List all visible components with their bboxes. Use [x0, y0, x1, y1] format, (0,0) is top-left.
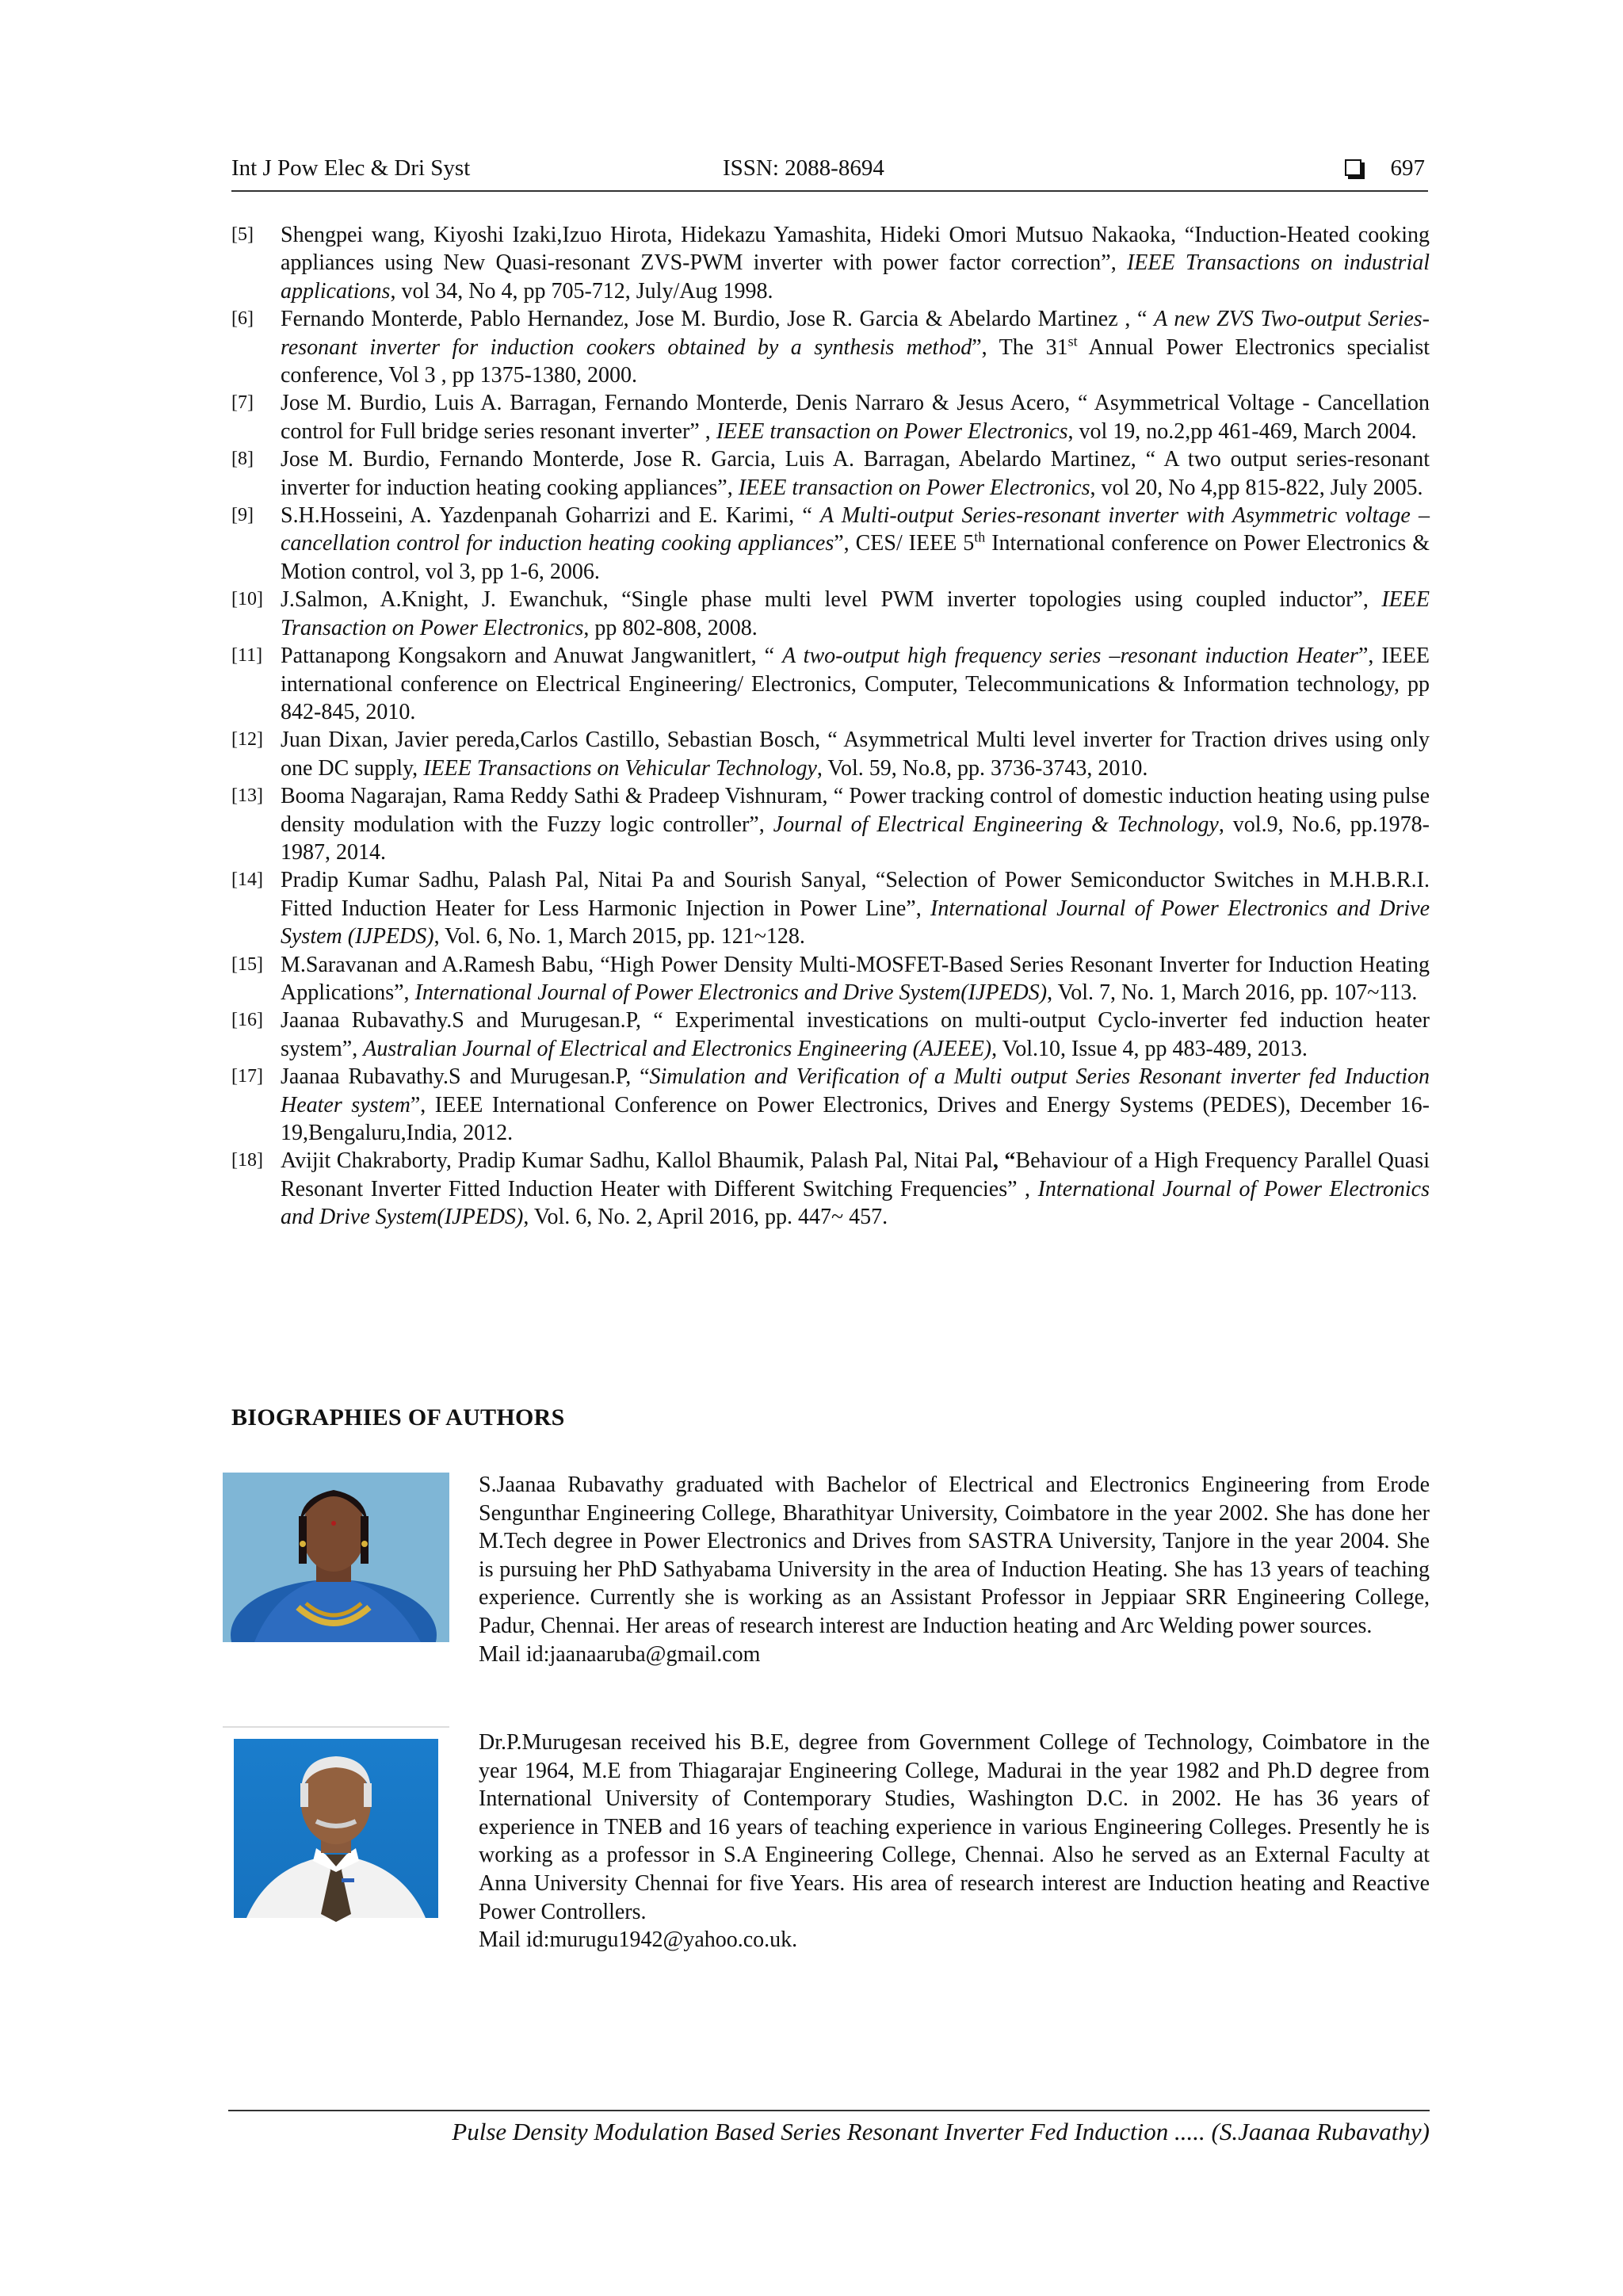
- reference-text: , vol 19, no.2,pp 461-469, March 2004.: [1067, 418, 1417, 444]
- reference-text: Avijit Chakraborty, Pradip Kumar Sadhu, Kallol Bhaumik, Palash Pal, Nitai Pal: [281, 1148, 993, 1174]
- page-footer: [228, 2110, 1430, 2146]
- author-2-mail: Mail id:murugu1942@yahoo.co.uk.: [479, 1927, 798, 1953]
- reference-text: Jaanaa Rubavathy.S and Murugesan.P, “: [281, 1064, 650, 1090]
- reference-number: [8]: [231, 449, 254, 470]
- reference-text: Booma Nagarajan, Rama Reddy Sathi & Pradeep Vishnuram, “ Power tracking control of domestic induction heating using pulse density modulation with the Fuzzy logic controller”,: [281, 784, 1430, 837]
- reference-number: [10]: [231, 589, 263, 610]
- reference-text: M.Saravanan and A.Ramesh Babu, “High Power Density Multi-MOSFET-Based Series Resonant Inverter for Induction Heating Applications”,: [281, 952, 1430, 1005]
- biographies-heading: BIOGRAPHIES OF AUTHORS: [231, 1404, 565, 1431]
- reference-text: Jaanaa Rubavathy.S and Murugesan.P, “ Experimental investications on multi-output Cyclo-inverter fed induction heater system”,: [281, 1008, 1430, 1061]
- reference-number: [15]: [231, 953, 263, 975]
- reference-text: ”, IEEE international conference on Electrical Engineering/ Electronics, Computer, Telecommunications & Information technology, pp 842-845, 2010.: [281, 644, 1430, 724]
- reference-item: [231, 782, 1430, 866]
- reference-item: [231, 726, 1430, 782]
- reference-text: Pradip Kumar Sadhu, Palash Pal, Nitai Pa and Sourish Sanyal, “Selection of Power Semiconductor Switches in M.H.B.R.I. Fitted Induction Heater for Less Harmonic Injection in Power Line”,: [281, 868, 1430, 921]
- reference-item: [231, 389, 1430, 445]
- journal-name: Int J Pow Elec & Dri Syst: [231, 155, 471, 181]
- reference-number: [5]: [231, 224, 254, 245]
- reference-item: [231, 951, 1430, 1007]
- reference-text: Jose M. Burdio, Fernando Monterde, Jose R. Garcia, Luis A. Barragan, Abelardo Martinez, “ A two output series-resonant inverter for induction heating cooking appliances”,: [281, 447, 1430, 500]
- reference-text: IEEE transaction on Power Electronics: [738, 475, 1090, 500]
- reference-item: [231, 1063, 1430, 1147]
- reference-number: [16]: [231, 1010, 263, 1031]
- reference-text: , “: [992, 1148, 1016, 1174]
- reference-item: [231, 502, 1430, 586]
- reference-text: A two-output high frequency series –resonant induction Heater: [782, 644, 1358, 669]
- reference-text: th: [974, 529, 986, 546]
- reference-text: Fernando Monterde, Pablo Hernandez, Jose M. Burdio, Jose R. Garcia & Abelardo Martinez , “: [281, 307, 1155, 332]
- reference-text: , Vol. 6, No. 1, March 2015, pp. 121~128.: [433, 924, 805, 949]
- reference-number: [11]: [231, 645, 263, 667]
- box-icon: [1345, 159, 1361, 176]
- reference-text: , Vol. 59, No.8, pp. 3736-3743, 2010.: [816, 755, 1148, 781]
- author-bio-2-text: Dr.P.Murugesan received his B.E, degree from Government College of Technology, Coimbatore in the year 1964, M.E from Thiagarajar Engineering College, Madurai in the year 1982 and Ph.D degree from International University of Contemporary Studies, Washington D.C. in 2002. He has 36 years of experience in TNEB and 16 years of teaching experience in various Engineering Colleges. Presently he is working as a professor in S.A Engineering College, Chennai. Also he served as an External Faculty at Anna University Chennai for five Years. His area of research interest are Induction heating and Reactive Power Controllers.: [479, 1730, 1430, 1924]
- reference-text: S.H.Hosseini, A. Yazdenpanah Goharrizi and E. Karimi, “: [281, 503, 820, 529]
- reference-text: IEEE Transactions on Vehicular Technology: [423, 755, 817, 781]
- reference-text: IEEE Transactions on industrial applications: [281, 250, 1430, 304]
- reference-list: [231, 221, 1430, 1232]
- author-1-mail: Mail id:jaanaaruba@gmail.com: [479, 1641, 761, 1667]
- reference-text: International Journal of Power Electronics and Drive System (IJPEDS): [281, 896, 1430, 949]
- reference-number: [6]: [231, 308, 254, 330]
- author-bio-2: [479, 1729, 1430, 1954]
- reference-number: [12]: [231, 729, 263, 751]
- reference-item: [231, 305, 1430, 389]
- reference-text: , vol 20, No 4,pp 815-822, July 2005.: [1090, 475, 1423, 500]
- reference-item: [231, 221, 1430, 305]
- reference-text: Annual Power Electronics specialist conference, Vol 3 , pp 1375-1380, 2000.: [281, 334, 1430, 388]
- reference-text: A Multi-output Series-resonant inverter with Asymmetric voltage –cancellation control for induction heating cooking appliances: [281, 503, 1430, 556]
- reference-text: J.Salmon, A.Knight, J. Ewanchuk, “Single phase multi level PWM inverter topologies using coupled inductor”,: [281, 587, 1382, 613]
- reference-item: [231, 1147, 1430, 1231]
- page-header: [231, 155, 1428, 192]
- reference-text: , vol 34, No 4, pp 705-712, July/Aug 1998.: [390, 278, 773, 304]
- reference-item: [231, 586, 1430, 642]
- author-photo-1: [223, 1473, 449, 1642]
- reference-text: Pattanapong Kongsakorn and Anuwat Jangwanitlert, “: [281, 644, 783, 669]
- reference-text: , Vol. 6, No. 2, April 2016, pp. 447~ 457.: [523, 1205, 888, 1230]
- footer-title: Pulse Density Modulation Based Series Resonant Inverter Fed Induction ..... (S.Jaanaa Rubavathy): [452, 2118, 1430, 2145]
- reference-text: International Journal of Power Electronics and Drive System(IJPEDS): [414, 980, 1048, 1005]
- reference-text: International conference on Power Electronics & Motion control, vol 3, pp 1-6, 2006.: [281, 531, 1430, 584]
- reference-text: , pp 802-808, 2008.: [583, 615, 758, 640]
- reference-text: International Journal of Power Electronics and Drive System(IJPEDS): [281, 1176, 1430, 1230]
- reference-item: [231, 866, 1430, 950]
- reference-text: IEEE Transaction on Power Electronics: [281, 587, 1430, 640]
- reference-text: Juan Dixan, Javier pereda,Carlos Castillo, Sebastian Bosch, “ Asymmetrical Multi level inverter for Traction drives using only one DC supply,: [281, 728, 1430, 781]
- reference-text: , Vol. 7, No. 1, March 2016, pp. 107~113.: [1047, 980, 1418, 1005]
- reference-text: Journal of Electrical Engineering & Technology: [773, 812, 1219, 837]
- reference-text: A new ZVS Two-output Series-resonant inverter for induction cookers obtained by a synthesis method: [281, 307, 1430, 360]
- reference-text: Shengpei wang, Kiyoshi Izaki,Izuo Hirota, Hidekazu Yamashita, Hideki Omori Mutsuo Nakaoka, “Induction-Heated cooking appliances using New Quasi-resonant ZVS-PWM inverter with power factor correction”,: [281, 223, 1430, 276]
- reference-text: ”, The 31: [972, 334, 1068, 360]
- page-number: 697: [1390, 155, 1425, 181]
- reference-item: [231, 642, 1430, 726]
- reference-text: ”, CES/ IEEE 5: [834, 531, 975, 556]
- reference-text: Behaviour of a High Frequency Parallel Quasi Resonant Inverter Fitted Induction Heater with Different Switching Frequencies” ,: [281, 1148, 1430, 1201]
- reference-text: , vol.9, No.6, pp.1978-1987, 2014.: [281, 812, 1430, 865]
- reference-item: [231, 445, 1430, 502]
- reference-text: ”, IEEE International Conference on Power Electronics, Drives and Energy Systems (PEDES), December 16-19,Bengaluru,India, 2012.: [281, 1092, 1430, 1145]
- reference-number: [13]: [231, 785, 263, 807]
- author-bio-1-text: S.Jaanaa Rubavathy graduated with Bachelor of Electrical and Electronics Engineering from Erode Sengunthar Engineering College, Bharathityar University, Coimbatore in the year 2002. She has done her M.Tech degree in Power Electronics and Drives from SASTRA University, Tanjore in the year 2004. She is pursuing her PhD Sathyabama University in the area of Induction Heating. She has 13 years of teaching experience. Currently she is working as an Assistant Professor in Jeppiaar SRR Engineering College, Padur, Chennai. Her areas of research interest are Induction heating and Arc Welding power sources.: [479, 1473, 1430, 1638]
- reference-item: [231, 1007, 1430, 1063]
- reference-number: [7]: [231, 392, 254, 414]
- reference-text: Simulation and Verification of a Multi output Series Resonant inverter fed Induction Heater system: [281, 1064, 1430, 1117]
- issn: ISSN: 2088-8694: [723, 155, 884, 181]
- reference-number: [17]: [231, 1066, 263, 1087]
- author-bio-1: [479, 1471, 1430, 1668]
- reference-text: Jose M. Burdio, Luis A. Barragan, Fernando Monterde, Denis Narraro & Jesus Acero, “ Asymmetrical Voltage - Cancellation control for Full bridge series resonant inverter” ,: [281, 391, 1430, 444]
- reference-number: [18]: [231, 1150, 263, 1171]
- author-photo-2: [223, 1726, 449, 1926]
- reference-number: [9]: [231, 505, 254, 526]
- reference-text: , Vol.10, Issue 4, pp 483-489, 2013.: [991, 1036, 1308, 1061]
- reference-number: [14]: [231, 869, 263, 891]
- reference-text: Australian Journal of Electrical and Electronics Engineering (AJEEE): [363, 1036, 992, 1061]
- reference-text: IEEE transaction on Power Electronics: [716, 418, 1068, 444]
- reference-text: st: [1067, 333, 1078, 350]
